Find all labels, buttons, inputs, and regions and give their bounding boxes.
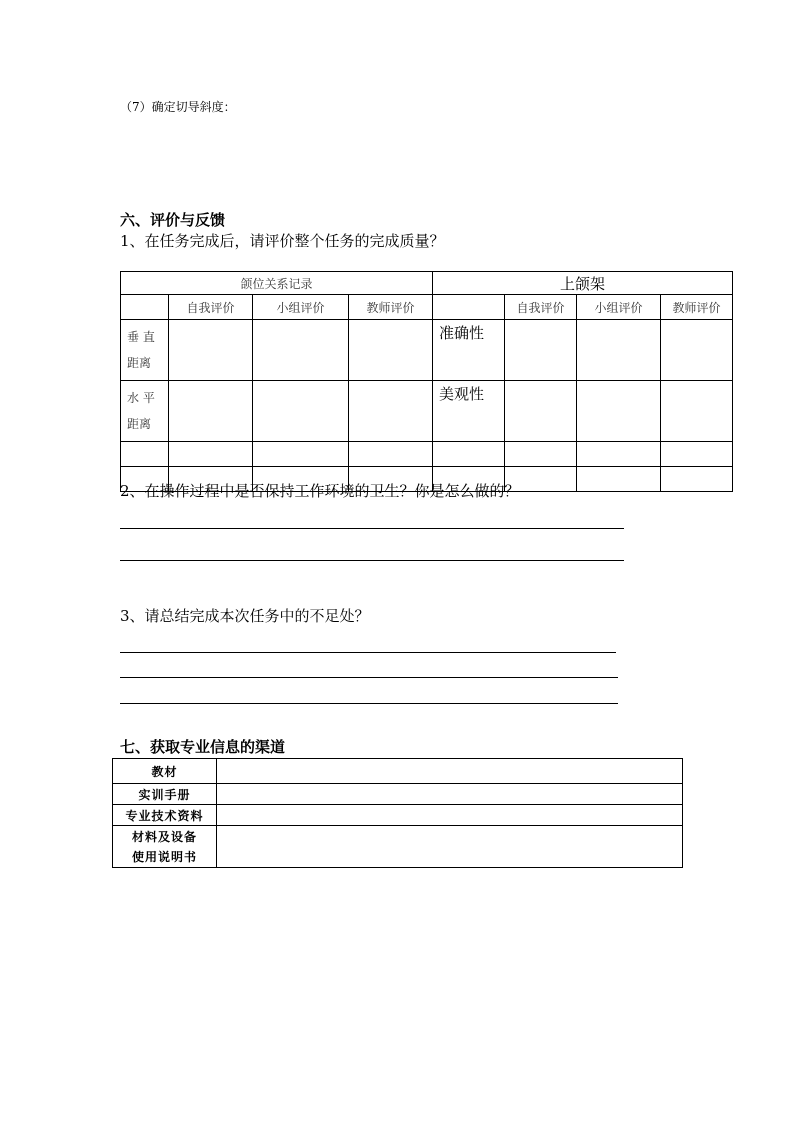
eval-cell[interactable]: [505, 442, 577, 467]
subheader-self: 自我评价: [169, 295, 253, 320]
channel-label-manual: 实训手册: [113, 784, 217, 805]
answer-line[interactable]: [120, 703, 618, 704]
eval-cell[interactable]: [253, 381, 349, 442]
header-bite-record: 颌位关系记录: [121, 272, 433, 295]
row-label-vertical: 垂 直 距离: [121, 320, 169, 381]
eval-cell[interactable]: [577, 320, 661, 381]
question-1: 1、在任务完成后，请评价整个任务的完成质量？: [120, 232, 445, 250]
eval-cell[interactable]: [661, 381, 733, 442]
channel-label-textbook: 教材: [113, 759, 217, 784]
channel-input[interactable]: [217, 826, 683, 868]
subheader-self: 自我评价: [505, 295, 577, 320]
eval-cell[interactable]: [577, 467, 661, 492]
question-2: 2、在操作过程中是否保持工作环境的卫生？你是怎么做的？: [120, 482, 520, 500]
eval-cell[interactable]: [505, 320, 577, 381]
eval-cell[interactable]: [433, 442, 505, 467]
eval-cell[interactable]: [121, 442, 169, 467]
empty-cell: [433, 295, 505, 320]
header-articulator: 上颌架: [433, 272, 733, 295]
answer-line[interactable]: [120, 560, 624, 561]
eval-cell[interactable]: [253, 320, 349, 381]
eval-cell[interactable]: [169, 320, 253, 381]
row-label-horizontal: 水 平 距离: [121, 381, 169, 442]
eval-cell[interactable]: [349, 442, 433, 467]
eval-cell[interactable]: [169, 381, 253, 442]
channel-input[interactable]: [217, 759, 683, 784]
subheader-group: 小组评价: [253, 295, 349, 320]
channel-input[interactable]: [217, 784, 683, 805]
step-7-text: （7）确定切导斜度：: [120, 100, 236, 114]
subheader-group: 小组评价: [577, 295, 661, 320]
eval-cell[interactable]: [505, 381, 577, 442]
eval-cell[interactable]: [661, 320, 733, 381]
question-3: 3、请总结完成本次任务中的不足处？: [120, 607, 370, 625]
eval-cell[interactable]: [349, 381, 433, 442]
eval-cell[interactable]: [661, 467, 733, 492]
subheader-teacher: 教师评价: [661, 295, 733, 320]
answer-line[interactable]: [120, 677, 618, 678]
section-6-title: 六、评价与反馈: [120, 211, 226, 229]
eval-cell[interactable]: [577, 442, 661, 467]
info-channels-table: [112, 758, 683, 868]
answer-line[interactable]: [120, 652, 616, 653]
eval-cell[interactable]: [577, 381, 661, 442]
row-label-accuracy: 准确性: [433, 320, 505, 381]
eval-cell[interactable]: [661, 442, 733, 467]
eval-cell[interactable]: [349, 320, 433, 381]
channel-label-equipment-manual: 材料及设备 使用说明书: [113, 826, 217, 868]
eval-cell[interactable]: [253, 442, 349, 467]
channel-input[interactable]: [217, 805, 683, 826]
row-label-aesthetics: 美观性: [433, 381, 505, 442]
eval-cell[interactable]: [169, 442, 253, 467]
subheader-teacher: 教师评价: [349, 295, 433, 320]
section-7-title: 七、获取专业信息的渠道: [120, 738, 286, 756]
evaluation-table: [120, 271, 733, 492]
empty-cell: [121, 295, 169, 320]
answer-line[interactable]: [120, 528, 624, 529]
channel-label-tech-materials: 专业技术资料: [113, 805, 217, 826]
